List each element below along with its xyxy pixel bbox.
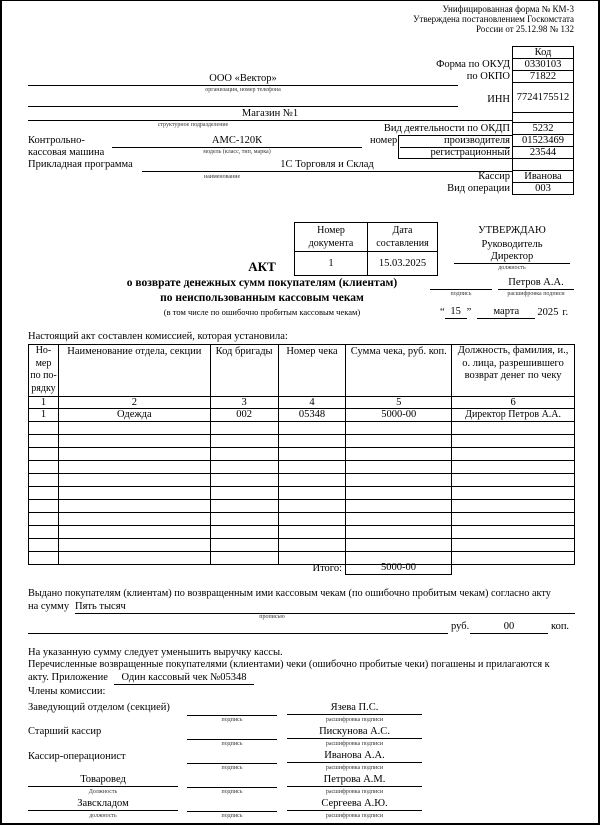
division-hint: структурное подразделение	[157, 122, 229, 128]
table-row-empty	[29, 487, 575, 500]
member-3-signature-hint: подпись	[221, 765, 243, 771]
approval-date	[440, 306, 568, 319]
approval-signature-line[interactable]	[430, 289, 492, 290]
head-label: Руководитель	[481, 239, 543, 250]
table-header-row	[29, 345, 575, 397]
blank-code	[512, 113, 574, 123]
year-suffix: г.	[562, 307, 569, 318]
attachment-value: Один кассовый чек №05348	[114, 672, 254, 685]
table-row-empty	[29, 422, 575, 435]
act-subtitle-2: по неиспользованным кассовым чекам	[160, 292, 364, 304]
okpo-label: по ОКПО	[466, 71, 510, 82]
registration-value: 23544	[512, 147, 574, 159]
sum-words: Пять тысяч	[75, 601, 575, 614]
code-header: Код	[512, 46, 574, 59]
col-num: 4	[278, 397, 346, 409]
member-1-signature-hint: подпись	[221, 717, 243, 723]
commission-title: Члены комиссии:	[28, 686, 106, 697]
member-1-signature-line[interactable]	[187, 715, 277, 716]
table-row-empty	[29, 539, 575, 552]
act-subtitle-3: (в том числе по ошибочно пробитым кассовым чекам)	[163, 307, 361, 317]
okud-label: Форма по ОКУД	[436, 59, 510, 70]
col-num: 2	[58, 397, 210, 409]
approver-position: Директор	[454, 251, 570, 264]
col-header-authorized-person: Должность, фамилия, и., о. лица, разрешившего возврат денег по чеку	[452, 345, 575, 397]
doc-number-header: Номер документа	[295, 223, 368, 252]
division-name: Магазин №1	[241, 108, 299, 119]
number-label: номер	[370, 135, 398, 146]
approver-name-hint: расшифровка подписи	[507, 291, 565, 297]
member-5-name-hint: расшифровка подписи	[325, 813, 384, 819]
act-title: АКТ	[248, 259, 276, 274]
table-intro: Настоящий акт составлен комиссией, которая установила:	[28, 331, 288, 342]
member-4-signature-line[interactable]	[187, 787, 277, 788]
quote-close: ”	[466, 307, 472, 318]
member-3-position: Кассир-операционист	[28, 751, 126, 762]
operation-label: Вид операции	[447, 183, 510, 194]
kop-value: 00	[470, 621, 548, 634]
form-name: Унифицированная форма № КМ-3	[442, 4, 574, 14]
operation-value: 003	[512, 183, 574, 195]
quote-open: “	[440, 307, 445, 318]
kkm-line	[112, 147, 362, 148]
org-hint: организация, номер телефона	[205, 87, 281, 93]
member-4-position: Товаровед	[28, 774, 178, 787]
col-num: 6	[452, 397, 575, 409]
org-line-2	[28, 106, 458, 107]
approval-month: марта	[477, 306, 535, 319]
position-hint: должность	[498, 265, 526, 271]
row-authorized-person: Директор Петров А.А.	[452, 409, 575, 422]
col-header-sum: Сумма чека, руб. коп.	[346, 345, 452, 397]
blank-code-2	[512, 159, 574, 171]
approve-label: УТВЕРЖДАЮ	[478, 225, 546, 236]
member-4-signature-hint: подпись	[221, 789, 243, 795]
member-4-name: Петрова А.М.	[287, 774, 422, 787]
column-number-row	[29, 397, 575, 409]
total-value: 5000-00	[345, 562, 452, 575]
approved-line-1: Утверждена постановлением Госкомстата	[413, 14, 574, 24]
program-label: Прикладная программа	[28, 159, 133, 170]
col-num: 5	[346, 397, 452, 409]
cashier-label: Кассир	[478, 171, 510, 182]
program-name: 1С Торговля и Склад	[280, 159, 374, 170]
okpo-value: 71822	[512, 71, 574, 83]
inn-value: 7724175512	[512, 83, 574, 113]
returns-table	[28, 344, 575, 565]
division-line	[28, 120, 512, 121]
attachment-label: акту. Приложение	[28, 672, 108, 683]
approved-line-2: России от 25.12.98 № 132	[475, 24, 574, 34]
member-2-signature-line[interactable]	[187, 739, 277, 740]
approver-name: Петров А.А.	[498, 277, 574, 290]
row-brigade: 002	[210, 409, 278, 422]
kkm-model: АМС-120К	[211, 135, 263, 146]
col-num: 3	[210, 397, 278, 409]
form-header	[302, 4, 574, 34]
manufacturer-label: производителя	[400, 135, 510, 148]
member-3-name-hint: расшифровка подписи	[325, 765, 384, 771]
doc-number: 1	[295, 252, 368, 276]
member-2-position: Старший кассир	[28, 726, 102, 737]
registration-label: регистрационный	[430, 147, 510, 158]
inn-label: ИНН	[487, 94, 510, 105]
kkm-label-1: Контрольно-	[28, 135, 85, 146]
member-2-name-hint: расшифровка подписи	[325, 741, 384, 747]
col-num: 1	[29, 397, 59, 409]
org-line	[28, 85, 458, 86]
sum-words-line-2	[28, 633, 448, 634]
organization-name: ООО «Вектор»	[209, 73, 277, 84]
member-5-position: Завскладом	[28, 798, 178, 811]
program-hint: наименование	[203, 174, 241, 180]
act-subtitle-1: о возврате денежных сумм покупателям (клиентам)	[126, 277, 398, 289]
row-number: 1	[29, 409, 59, 422]
okdp-label: Вид деятельности по ОКДП	[383, 123, 510, 134]
approval-day: 15	[445, 306, 467, 319]
member-3-signature-line[interactable]	[187, 763, 277, 764]
kkm-label-2: кассовая машина	[28, 147, 105, 158]
member-5-signature-hint: подпись	[221, 813, 243, 819]
row-sum: 5000-00	[346, 409, 452, 422]
member-5-position-hint: должность	[89, 813, 117, 819]
member-1-name: Язева П.С.	[287, 702, 422, 715]
table-row-empty	[29, 435, 575, 448]
table-row-empty	[29, 461, 575, 474]
approval-year: 2025	[537, 307, 559, 318]
sum-hint: прописью	[259, 614, 285, 620]
member-2-name: Пискунова А.С.	[287, 726, 422, 739]
member-4-position-hint: Должность	[88, 789, 118, 795]
table-row-empty	[29, 500, 575, 513]
approval-signature-hint: подпись	[450, 291, 472, 297]
table-row-empty	[29, 526, 575, 539]
total-label: Итого:	[312, 563, 342, 574]
okud-value: 0330103	[512, 59, 574, 71]
col-header-section: Наименование отдела, секции	[58, 345, 210, 397]
doc-date: 15.03.2025	[368, 252, 438, 276]
table-row-empty	[29, 448, 575, 461]
member-1-name-hint: расшифровка подписи	[325, 717, 384, 723]
manufacturer-value: 01523469	[512, 135, 574, 147]
cashier-value: Иванова	[512, 171, 574, 183]
rub-label: руб.	[451, 621, 470, 632]
col-header-check-number: Номер чека	[278, 345, 346, 397]
row-check-number: 05348	[278, 409, 346, 422]
member-1-position: Заведующий отделом (секцией)	[28, 702, 170, 713]
checks-text: Перечисленные возвращенные покупателями (клиентами) чеки (ошибочно пробитые чеки) погашены и прилагаются к	[28, 659, 550, 670]
issued-text: Выдано покупателям (клиентам) по возвращенным ими кассовым чекам (по ошибочно пробитым чекам) согласно акту	[28, 588, 551, 599]
kkm-hint: модель (класс, тип, марка)	[203, 149, 271, 155]
doc-date-header: Дата составления	[368, 223, 438, 252]
member-5-name: Сергеева А.Ю.	[287, 798, 422, 811]
okdp-value: 5232	[512, 123, 574, 135]
table-row-empty	[29, 474, 575, 487]
kop-label: коп.	[551, 621, 570, 632]
member-4-name-hint: расшифровка подписи	[325, 789, 384, 795]
member-2-signature-hint: подпись	[221, 741, 243, 747]
reduce-text: На указанную сумму следует уменьшить выручку кассы.	[28, 647, 283, 658]
col-header-brigade: Код бригады	[210, 345, 278, 397]
row-section: Одежда	[58, 409, 210, 422]
table-row	[29, 409, 575, 422]
sum-label: на сумму	[28, 601, 70, 612]
col-header-number: Но-мер по по-рядку	[29, 345, 59, 397]
member-5-signature-line[interactable]	[187, 811, 277, 812]
member-3-name: Иванова А.А.	[287, 750, 422, 763]
program-line	[142, 171, 512, 172]
table-row-empty	[29, 513, 575, 526]
